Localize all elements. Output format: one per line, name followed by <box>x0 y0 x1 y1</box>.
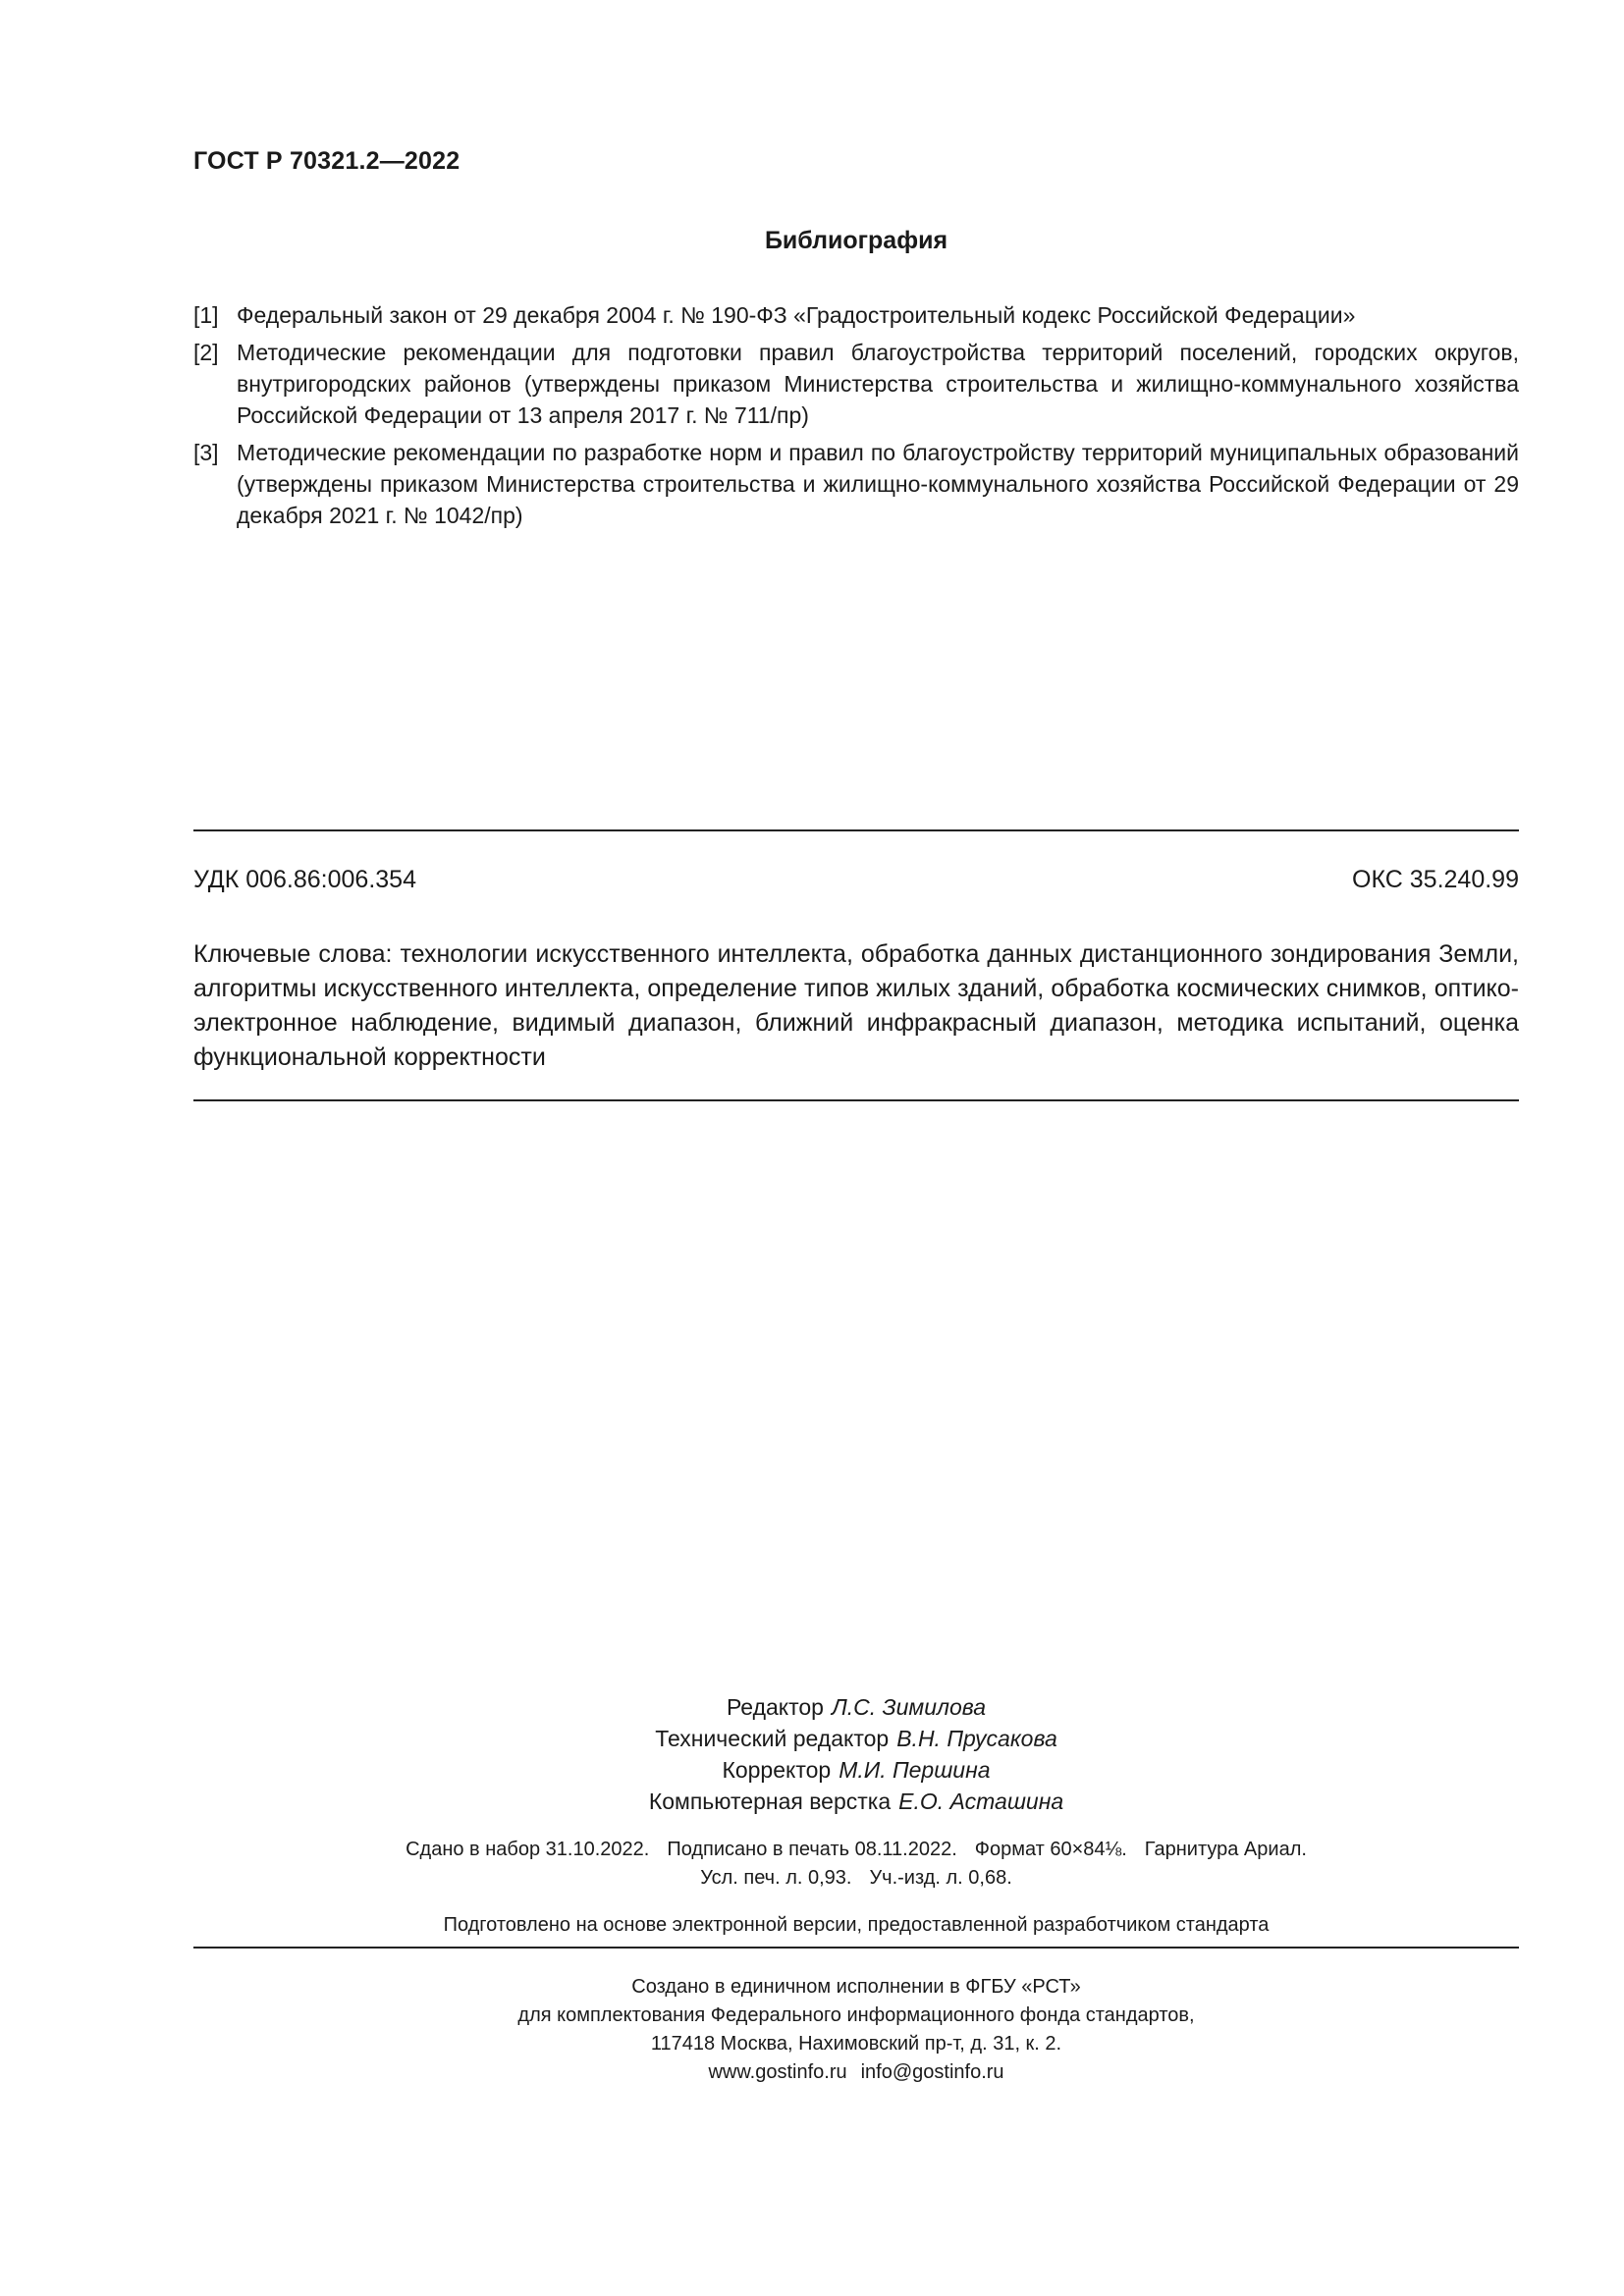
bibliography-number: [1] <box>193 302 219 328</box>
credit-name: В.Н. Прусакова <box>896 1726 1057 1751</box>
divider-imprint <box>193 1947 1519 1949</box>
imprint-line: 117418 Москва, Нахимовский пр-т, д. 31, к. 2. <box>650 2033 1062 2055</box>
bibliography-list <box>193 299 1519 537</box>
prepared-note: Подготовлено на основе электронной версии, предоставленной разработчиком стандарта <box>443 1914 1270 1936</box>
credit-role: Корректор <box>722 1757 832 1783</box>
signed-date: Подписано в печать 08.11.2022. <box>667 1839 957 1860</box>
document-code: ГОСТ Р 70321.2—2022 <box>193 147 460 175</box>
imprint-contacts <box>193 2058 1519 2087</box>
bibliography-item <box>193 299 1519 331</box>
publisher-sheets: Уч.-изд. л. 0,68. <box>869 1867 1012 1889</box>
bibliography-text: Федеральный закон от 29 декабря 2004 г. № 190-ФЗ «Градостроительный кодекс Российской Федерации» <box>237 302 1356 328</box>
print-sheets: Усл. печ. л. 0,93. <box>700 1867 852 1889</box>
credit-line <box>193 1786 1519 1817</box>
print-info-line-1 <box>193 1836 1519 1864</box>
bibliography-title: Библиография <box>764 227 948 254</box>
bibliography-item <box>193 337 1519 431</box>
credit-role: Редактор <box>726 1694 824 1720</box>
typeface: Гарнитура Ариал. <box>1144 1839 1307 1860</box>
udk-code: УДК 006.86:006.354 <box>193 866 416 893</box>
print-info <box>193 1836 1519 1893</box>
classification-row <box>193 866 1519 894</box>
credit-line <box>193 1723 1519 1754</box>
bibliography-number: [3] <box>193 440 219 465</box>
keywords-paragraph: Ключевые слова: технологии искусственного интеллекта, обработка данных дистанционного зондирования Земли, алгоритмы искусственного интеллекта, определение типов жилых зданий, обработка космических снимков, оптико-электронное наблюдение, видимый диапазон, ближний инфракрасный диапазон, методика испытаний, оценка функциональной корректности <box>193 940 1519 1071</box>
credit-role: Компьютерная верстка <box>648 1789 892 1814</box>
bibliography-item <box>193 437 1519 531</box>
credits-block <box>193 1691 1519 1817</box>
submitted-date: Сдано в набор 31.10.2022. <box>406 1839 650 1860</box>
paper-format: Формат 60×84⅛. <box>974 1839 1127 1860</box>
credit-line <box>193 1754 1519 1786</box>
credit-role: Технический редактор <box>655 1726 890 1751</box>
divider-keywords <box>193 1099 1519 1101</box>
imprint-block <box>193 1973 1519 2087</box>
imprint-line: для комплектования Федерального информационного фонда стандартов, <box>517 2004 1195 2026</box>
bibliography-text: Методические рекомендации по разработке норм и правил по благоустройству территорий муниципальных образований (утверждены приказом Министерства строительства и жилищно-коммунального хозяйства Российской Федерации от 29 декабря 2021 г. № 1042/пр) <box>237 440 1519 528</box>
email-link[interactable]: info@gostinfo.ru <box>860 2061 1004 2083</box>
divider-top <box>193 829 1519 831</box>
website-link[interactable]: www.gostinfo.ru <box>708 2061 847 2083</box>
bibliography-number: [2] <box>193 340 219 365</box>
credit-line <box>193 1691 1519 1723</box>
credit-name: Е.О. Асташина <box>898 1789 1064 1814</box>
credit-name: Л.С. Зимилова <box>831 1694 987 1720</box>
credit-name: М.И. Першина <box>839 1757 991 1783</box>
imprint-line: Создано в единичном исполнении в ФГБУ «РСТ» <box>631 1976 1081 1998</box>
bibliography-text: Методические рекомендации для подготовки правил благоустройства территорий поселений, городских округов, внутригородских районов (утверждены приказом Министерства строительства и жилищно-коммунального хозяйства Российской Федерации от 13 апреля 2017 г. № 711/пр) <box>237 340 1519 428</box>
oks-code: ОКС 35.240.99 <box>1352 866 1519 893</box>
print-info-line-2 <box>193 1864 1519 1893</box>
